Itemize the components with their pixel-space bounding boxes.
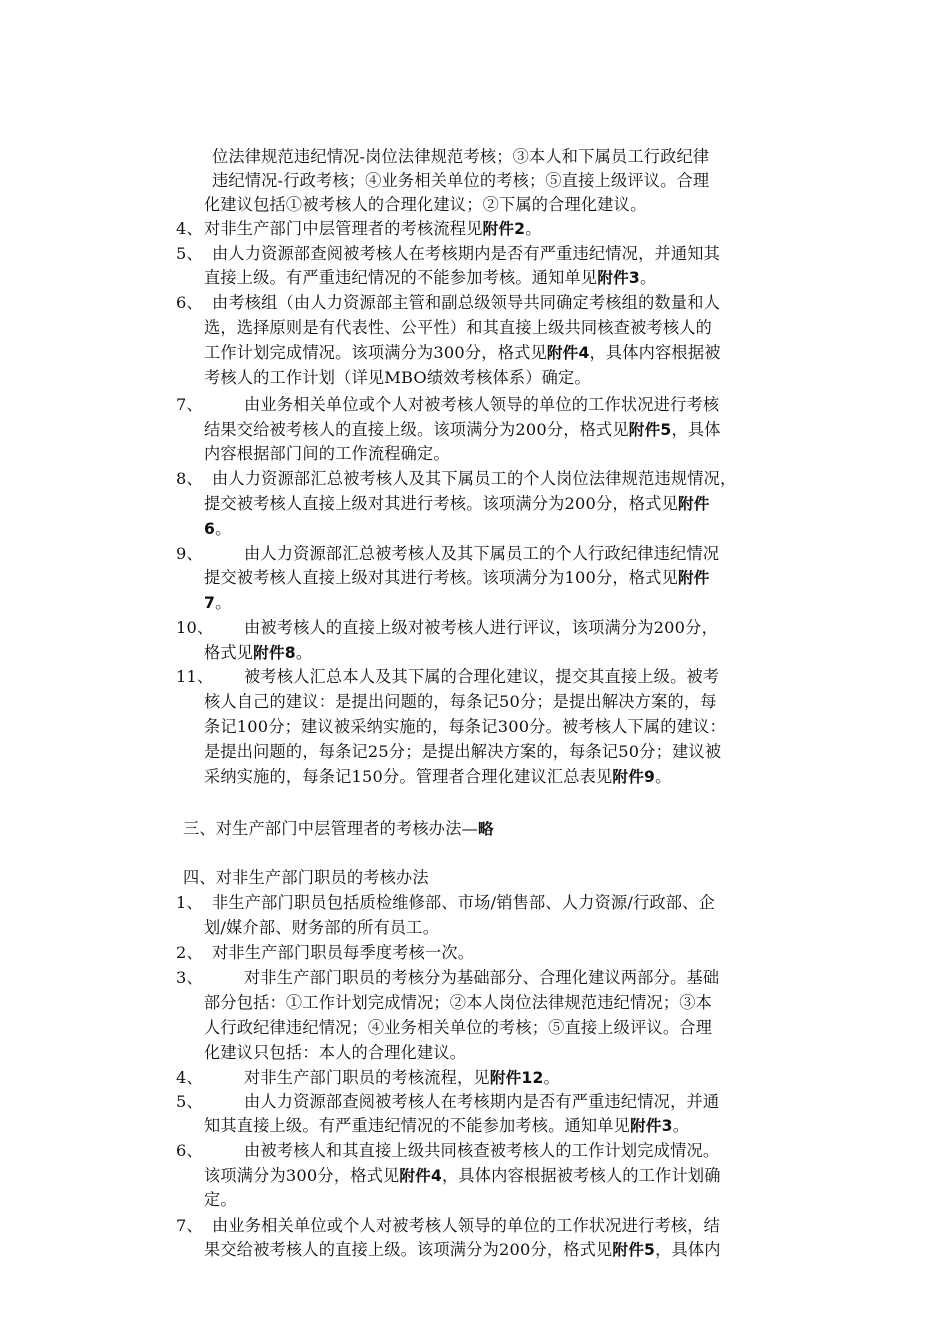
attachment-ref: 附件5 [612,1241,656,1259]
attachment-ref: 附件8 [253,644,296,662]
attachment-ref: 附件 [677,569,710,587]
attachment-ref: 附件3 [630,1117,673,1135]
attachment-ref: 6 [204,520,216,538]
attachment-ref: 附件 [677,495,710,513]
attachment-ref: 附件4 [399,1167,443,1185]
attachment-ref: 附件12 [489,1069,544,1087]
attachment-ref: 附件4 [546,344,590,362]
attachment-ref: 附件9 [612,768,656,786]
attachment-ref: 附件2 [482,220,526,238]
attachment-ref: 附件5 [628,421,672,439]
attachment-ref: 7 [204,594,216,612]
document-page: 位法律规范违纪情况-岗位法律规范考核；③本人和下属员工行政纪律 违纪情况-行政考核；④业务相关单位的考核；⑤直接上级评议。合理 化建议包括①被考核人的合理化建议；②下属的合理化建议。 4、 对非生产部门中层管理者的考核流程见附件2。 5、 由人力资源部查阅被考核人在考核期内是否有严重违纪情况，并通知其 直接上级。有严重违纪情况的不能参加考核。通知单见附件3。 6、 由考核组（由人力资源部主管和副总级领导共同确定考核组的数量和人 选，选择原则是有代表性、公平性）和其直接上级共同核查被考核人的 工作计划完成情况。该项满分为300分，格式见附件4，具体内容根据被 考核人的工作计划（详见MBO绩效考核体系）确定。 7、 由业务相关单位或个人对被考核人领导的单位的工作状况进行考核 结果交给被考核人的直接上级。该项满分为200分，格式见附件5，具体 内容根据部门间的工作流程确定。 8、 由人力资源部汇总被考核人及其下属员工的个人岗位法律规范违规情况， 提交被考核人直接上级对其进行考核。该项满分为200分，格式见附件 6。 9、 由人力资源部汇总被考核人及其下属员工的个人行政纪律违纪情况 提交被考核人直接上级对其进行考核。该项满分为100分，格式见附件 7。 10、 由被考核人的直接上级对被考核人进行评议，该项满分为200分， 格式见附件8。 11、 被考核人汇总本人及其下属的合理化建议，提交其直接上级。被考 核人自己的建议：是提出问题的，每条记50分；是提出解决方案的，每 条记100分；建议被采纳实施的，每条记300分。被考核人下属的建议： 是提出问题的，每条记25分；是提出解决方案的，每条记50分；建议被 采纳实施的，每条记150分。管理者合理化建议汇总表见附件9。 三、对生产部门中层管理者的考核办法—略 四、对非生产部门职员的考核办法 1、 非生产部门职员包括质检维修部、市场/销售部、人力资源/行政部、企 划/媒介部、财务部的所有员工。 2、 对非生产部门职员每季度考核一次。 3、 对非生产部门职员的考核分为基础部分、合理化建议两部分。基础 部分包括：①工作计划完成情况；②本人岗位法律规范违纪情况；③本 人行政纪律违纪情况；④业务相关单位的考核；⑤直接上级评议。合理 化建议只包括：本人的合理化建议。 4、 对非生产部门职员的考核流程，见附件12。 5、 由人力资源部查阅被考核人在考核期内是否有严重违纪情况，并通 知其直接上级。有严重违纪情况的不能参加考核。通知单见附件3。 6、 由被考核人和其直接上级共同核查被考核人的工作计划完成情况。 该项满分为300分，格式见附件4，具体内容根据被考核人的工作计划确 定。 7、 由业务相关单位或个人对被考核人领导的单位的工作状况进行考核，结 果交给被考核人的直接上级。该项满分为200分，格式见附件5，具体内 [176,147,737,1259]
attachment-ref: 附件3 [597,269,640,287]
